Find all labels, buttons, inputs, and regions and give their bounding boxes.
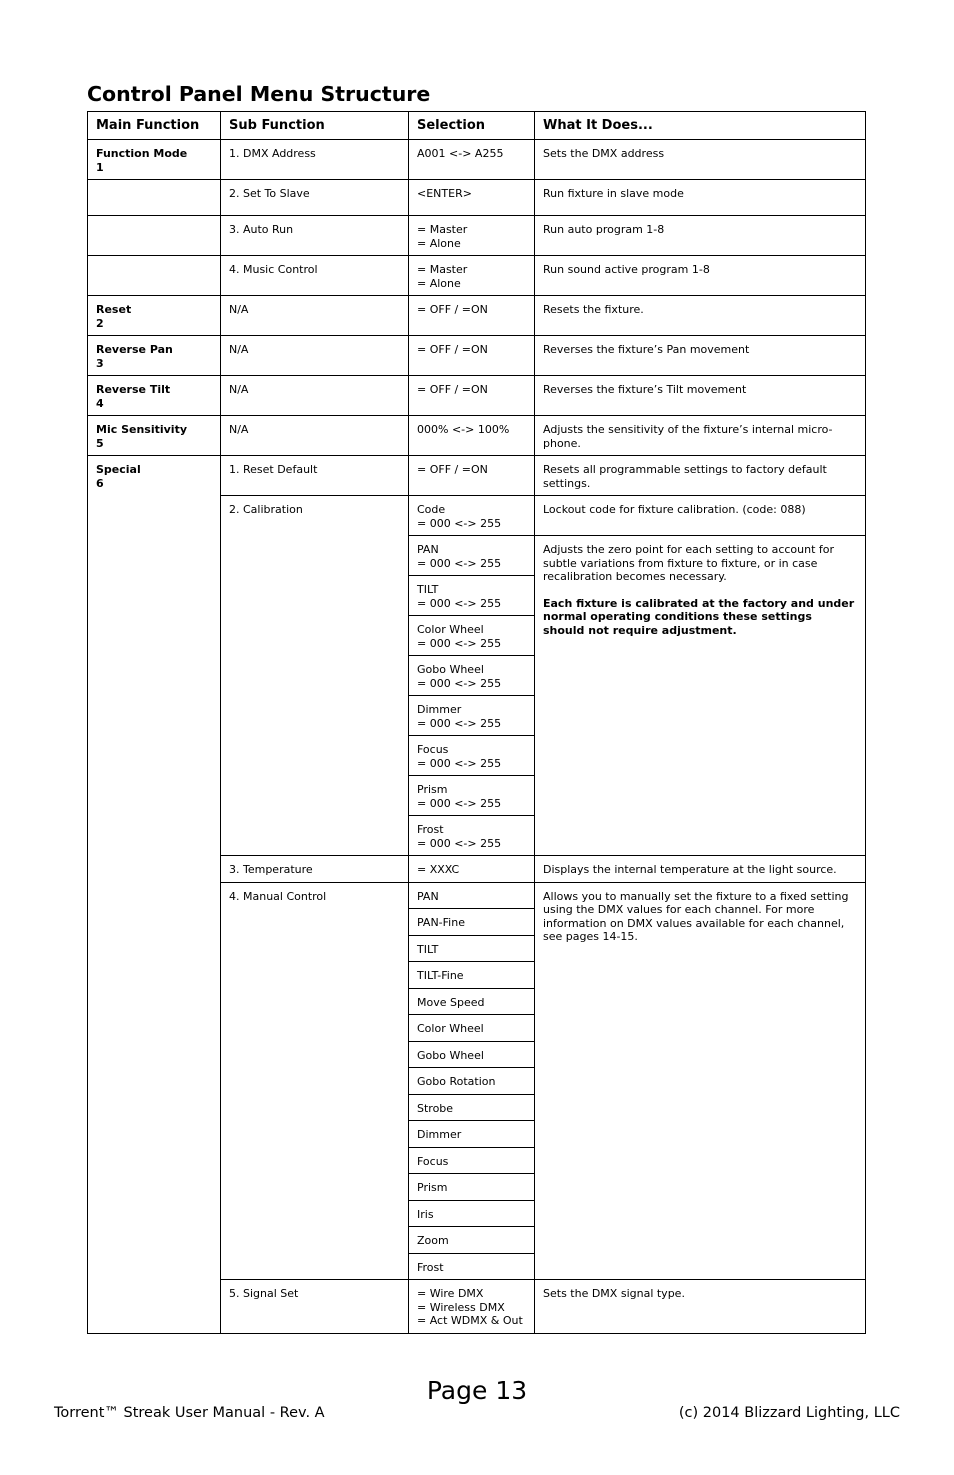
selection-cell: A001 <-> A255 — [409, 140, 535, 180]
sub-function-cell: 5. Signal Set — [221, 1280, 409, 1334]
sub-function-cell: 2. Set To Slave — [221, 180, 409, 216]
header-what-it-does: What It Does... — [535, 112, 866, 140]
description-cell — [535, 536, 866, 856]
header-main-function: Main Function — [88, 112, 221, 140]
description-cell: Displays the internal temperature at the light source. — [535, 856, 866, 883]
menu-structure-table — [87, 111, 866, 1334]
table-row — [88, 296, 866, 336]
description-cell: Run auto program 1-8 — [535, 216, 866, 256]
selection-cell: 000% <-> 100% — [409, 416, 535, 456]
table-row — [88, 180, 866, 216]
sub-function-cell: 2. Calibration — [221, 496, 409, 856]
table-row — [88, 456, 866, 496]
selection-cell: = XXXC — [409, 856, 535, 883]
description-cell: Sets the DMX signal type. — [535, 1280, 866, 1334]
description-cell: Reverses the fixture’s Pan movement — [535, 336, 866, 376]
selection-cell: Focus = 000 <-> 255 — [409, 736, 535, 776]
description-cell: Resets the fixture. — [535, 296, 866, 336]
sub-function-cell: 4. Manual Control — [221, 882, 409, 1280]
selection-cell: Gobo Wheel = 000 <-> 255 — [409, 656, 535, 696]
footer-manual-title: Torrent™ Streak User Manual - Rev. A — [54, 1405, 325, 1421]
page-number: Page 13 — [426, 1376, 528, 1405]
selection-cell: = OFF / =ON — [409, 376, 535, 416]
selection-cell: Gobo Wheel — [409, 1041, 535, 1068]
sub-function-cell: 4. Music Control — [221, 256, 409, 296]
header-sub-function: Sub Function — [221, 112, 409, 140]
selection-cell: = Master = Alone — [409, 256, 535, 296]
selection-cell: = Master = Alone — [409, 216, 535, 256]
table-row — [88, 216, 866, 256]
header-selection: Selection — [409, 112, 535, 140]
selection-cell: Prism — [409, 1174, 535, 1201]
description-cell: Run fixture in slave mode — [535, 180, 866, 216]
selection-cell: PAN = 000 <-> 255 — [409, 536, 535, 576]
selection-cell: Color Wheel — [409, 1015, 535, 1042]
selection-cell: = OFF / =ON — [409, 296, 535, 336]
selection-cell: Frost — [409, 1253, 535, 1280]
calibration-description: Adjusts the zero point for each setting to account for subtle variations from fixture to fixture, or in case recalibration becomes necessary. — [543, 543, 835, 583]
main-function-cell: Reverse Pan 3 — [88, 336, 221, 376]
footer-copyright: (c) 2014 Blizzard Lighting, LLC — [678, 1405, 900, 1421]
table-row — [88, 416, 866, 456]
sub-function-cell: N/A — [221, 336, 409, 376]
description-cell: Lockout code for fixture calibration. (code: 088) — [535, 496, 866, 536]
table-row — [88, 140, 866, 180]
calibration-note: Each fixture is calibrated at the factory and under normal operating conditions these settings should not require adjustment. — [543, 596, 855, 637]
selection-cell: TILT = 000 <-> 255 — [409, 576, 535, 616]
selection-cell: Iris — [409, 1200, 535, 1227]
table-row — [88, 336, 866, 376]
main-function-cell-empty — [88, 180, 221, 216]
selection-cell: Zoom — [409, 1227, 535, 1254]
selection-cell: Focus — [409, 1147, 535, 1174]
selection-cell: Dimmer — [409, 1121, 535, 1148]
selection-cell: Color Wheel = 000 <-> 255 — [409, 616, 535, 656]
sub-function-cell: N/A — [221, 416, 409, 456]
sub-function-cell: 3. Auto Run — [221, 216, 409, 256]
selection-cell: PAN — [409, 882, 535, 909]
main-function-cell: Reverse Tilt 4 — [88, 376, 221, 416]
sub-function-cell: N/A — [221, 296, 409, 336]
selection-cell: = OFF / =ON — [409, 336, 535, 376]
selection-cell: Prism = 000 <-> 255 — [409, 776, 535, 816]
selection-cell: Gobo Rotation — [409, 1068, 535, 1095]
description-cell: Reverses the fixture’s Tilt movement — [535, 376, 866, 416]
selection-cell: Move Speed — [409, 988, 535, 1015]
selection-cell: TILT — [409, 935, 535, 962]
selection-cell: = OFF / =ON — [409, 456, 535, 496]
selection-cell: Strobe — [409, 1094, 535, 1121]
selection-cell: <ENTER> — [409, 180, 535, 216]
main-function-cell-empty — [88, 256, 221, 296]
table-row — [88, 256, 866, 296]
table-header-row — [88, 112, 866, 140]
main-function-cell: Special 6 — [88, 456, 221, 1334]
main-function-cell: Mic Sensitivity 5 — [88, 416, 221, 456]
selection-cell: Frost = 000 <-> 255 — [409, 816, 535, 856]
sub-function-cell: 3. Temperature — [221, 856, 409, 883]
sub-function-cell: 1. Reset Default — [221, 456, 409, 496]
main-function-cell-empty — [88, 216, 221, 256]
sub-function-cell: 1. DMX Address — [221, 140, 409, 180]
description-cell: Allows you to manually set the fixture to a fixed setting using the DMX values for each channel. For more information on DMX values available for each channel, see pages 14-15. — [535, 882, 866, 1280]
main-function-cell: Reset 2 — [88, 296, 221, 336]
description-cell: Adjusts the sensitivity of the fixture’s internal micro- phone. — [535, 416, 866, 456]
page-title: Control Panel Menu Structure — [87, 82, 431, 106]
selection-cell: = Wire DMX = Wireless DMX = Act WDMX & Out — [409, 1280, 535, 1334]
selection-cell: PAN-Fine — [409, 909, 535, 936]
main-function-cell: Function Mode 1 — [88, 140, 221, 180]
selection-cell: Dimmer = 000 <-> 255 — [409, 696, 535, 736]
description-cell: Run sound active program 1-8 — [535, 256, 866, 296]
description-cell: Resets all programmable settings to factory default settings. — [535, 456, 866, 496]
selection-cell: Code = 000 <-> 255 — [409, 496, 535, 536]
selection-cell: TILT-Fine — [409, 962, 535, 989]
description-cell: Sets the DMX address — [535, 140, 866, 180]
sub-function-cell: N/A — [221, 376, 409, 416]
table-row — [88, 376, 866, 416]
